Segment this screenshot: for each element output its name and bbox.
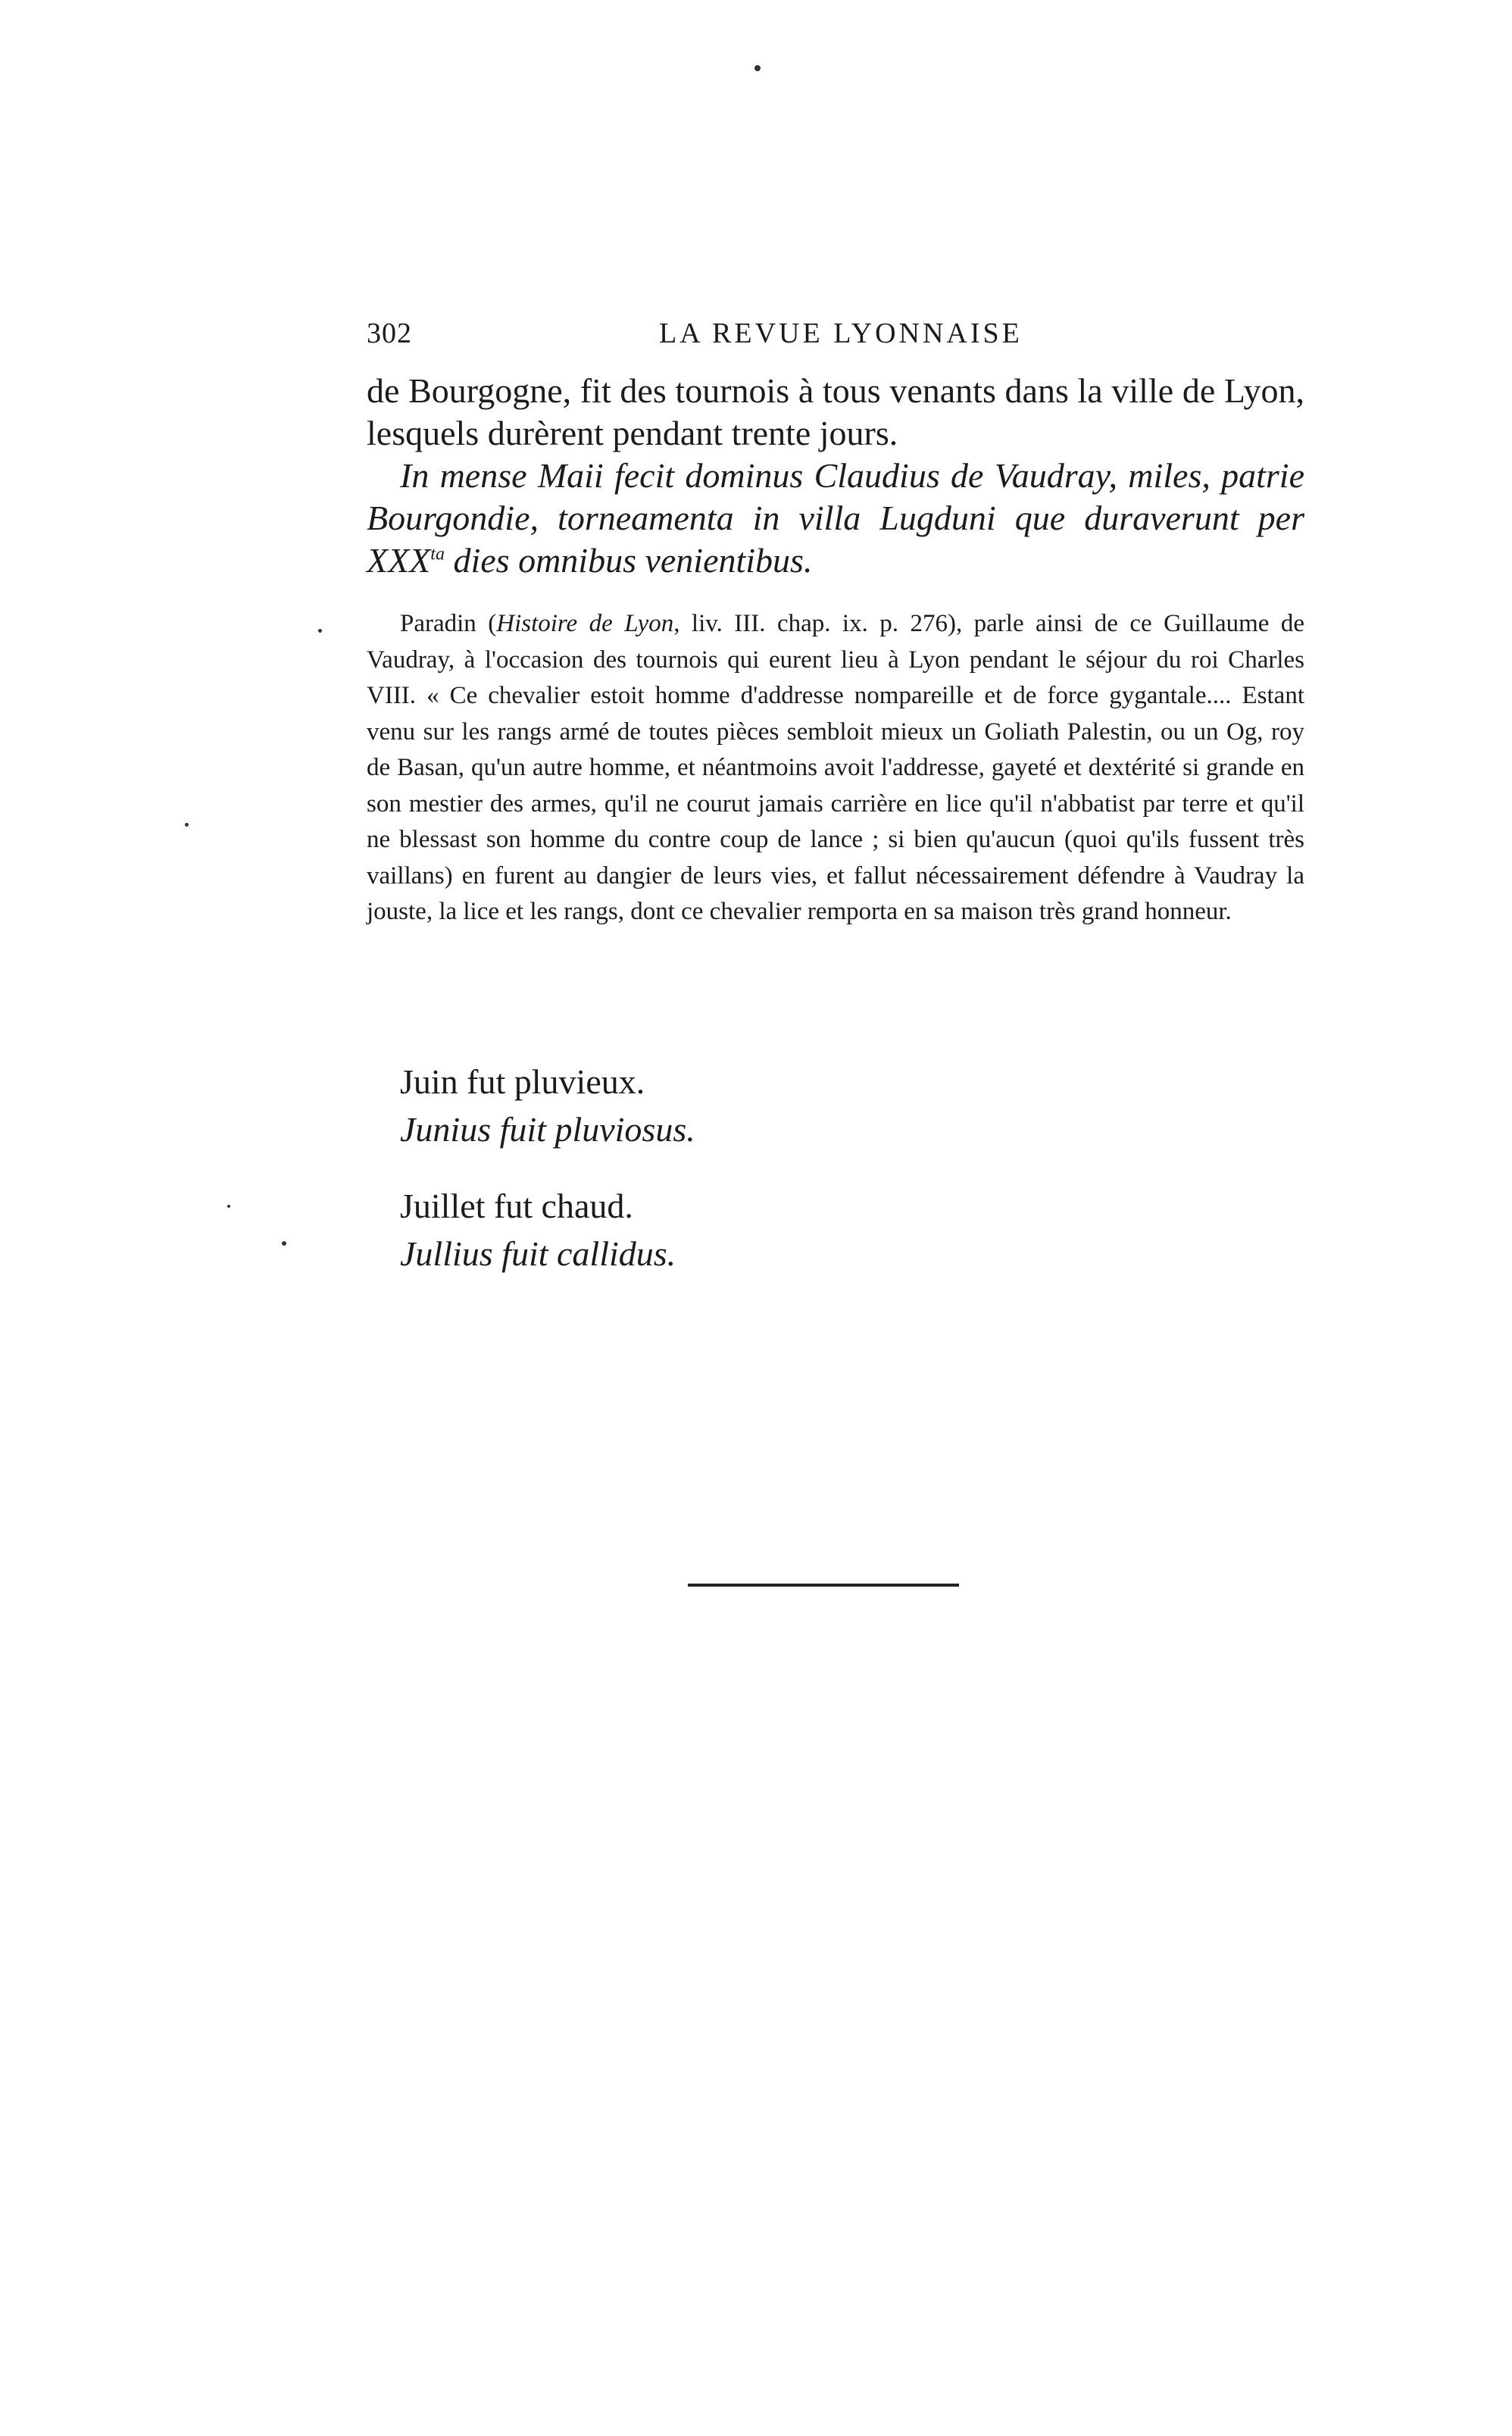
month-french: Juin fut pluvieux. xyxy=(400,1062,645,1101)
month-entry-june xyxy=(400,1058,695,1153)
month-latin: Jullius fuit callidus. xyxy=(400,1234,676,1273)
footnote-text: , liv. III. chap. ix. p. 276), parle ainsi de ce Guillaume de Vaudray, à l'occasion des tournois qui eurent lieu à Lyon pendant le séjour du roi Charles VIII. « Ce chevalier estoit homme d'addresse nompareille et de force gygantale.... Estant venu sur les rangs armé de toutes pièces sembloit mieux un Goliath Palestin, ou un Og, roy de Basan, qu'un autre homme, et néantmoins avoit l'addresse, gayeté et dextérité si grande en son mestier des armes, qu'il ne courut jamais carrière en lice qu'il n'abbatist par terre et qu'il ne blessast son homme du contre coup de lance ; si bien qu'aucun (quoi qu'ils fussent très vaillans) en furent au dangier de leurs vies, et fallut nécessairement défendre à Vaudray la jouste, la lice et les rangs, dont ce chevalier remporta en sa maison très grand honneur. xyxy=(367,610,1304,925)
speck-mark xyxy=(754,65,761,71)
footnote-author: Paradin ( xyxy=(400,610,497,637)
latin-quote xyxy=(367,455,1304,582)
latin-quote-text: In mense Maii fecit dominus Claudius de Vaudray, miles, patrie Bourgondie, torneamenta in villa Lugduni que duraverunt per XXX xyxy=(367,456,1304,580)
french-paragraph: de Bourgogne, fit des tournois à tous venants dans la ville de Lyon, lesquels durèrent pendant trente jours. xyxy=(367,371,1304,452)
main-text xyxy=(367,370,1304,582)
speck-mark xyxy=(227,1205,230,1208)
footnote-work-title: Histoire de Lyon xyxy=(496,610,674,637)
end-rule-divider xyxy=(688,1584,959,1587)
speck-mark xyxy=(318,629,322,633)
speck-mark xyxy=(185,823,189,827)
running-title: LA REVUE LYONNAISE xyxy=(659,317,1023,349)
latin-quote-superscript: ta xyxy=(430,544,445,564)
month-french: Juillet fut chaud. xyxy=(400,1187,633,1225)
month-entry-july xyxy=(400,1182,676,1277)
month-latin: Junius fuit pluviosus. xyxy=(400,1110,695,1149)
page-number: 302 xyxy=(367,317,412,349)
footnote xyxy=(367,606,1304,930)
footnote-paragraph xyxy=(367,606,1304,930)
latin-quote-end: dies omnibus venientibus. xyxy=(444,541,813,580)
speck-mark xyxy=(282,1241,286,1246)
